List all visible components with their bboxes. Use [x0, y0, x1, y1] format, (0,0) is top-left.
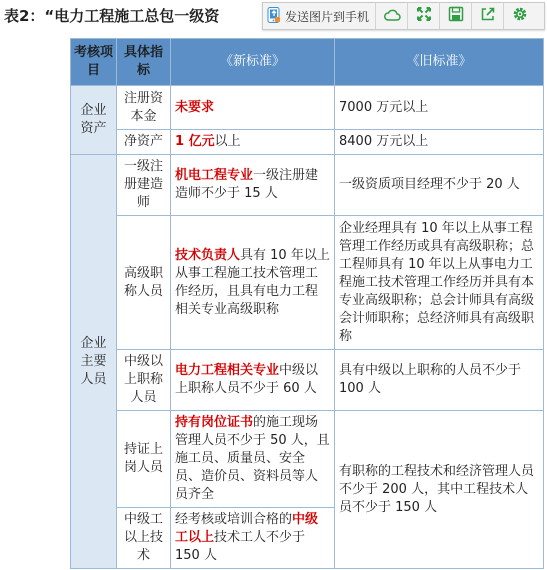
group-personnel: 企业主要人员 [71, 155, 117, 569]
indicator-cell: 净资产 [117, 130, 171, 155]
new-standard-cell [171, 155, 335, 216]
share-icon [480, 6, 496, 26]
indicator-cell: 注册资本金 [117, 86, 171, 130]
table-row [71, 130, 544, 155]
table-row [71, 86, 544, 130]
body-text: 具有 10 年以上从事工程施工技术管理工作经历，且具有电力工程相关专业高级职称 [175, 247, 330, 317]
settings-icon [512, 6, 528, 26]
header-new-standard: 《新标准》 [171, 39, 335, 86]
old-standard-cell: 具有中级以上职称的人员不少于 100 人 [335, 350, 544, 411]
old-standard-cell: 企业经理具有 10 年以上从事工程管理工作经历或具有高级职称；总工程师具有 10 年以上从事电力工程施工技术管理工作经历并具有本专业高级职称；总会计师具有高级会计师职称；总经济师具有高级职称 [335, 216, 544, 350]
indicator-cell: 中级工以上技术 [117, 508, 171, 569]
image-toolbar [262, 2, 545, 30]
body-text: 一级注册建造师不少于 15 人 [175, 168, 319, 201]
body-text: 技术工人不少于 150 人 [175, 530, 306, 563]
header-assessment-item: 考核项目 [71, 39, 117, 86]
group-assets: 企业资产 [71, 86, 117, 155]
send-to-phone-label: 发送图片到手机 [285, 9, 370, 24]
table-row [71, 216, 544, 350]
body-text: 经考核或培训合格的 [175, 512, 293, 527]
phone-send-icon [267, 7, 285, 26]
new-standard-cell [171, 411, 335, 508]
body-text: 的施工现场管理人员不少于 50 人，且施工员、质量员、安全员、造价员、资料员等人员齐全 [175, 415, 330, 502]
table-header-row [71, 39, 544, 86]
table-caption: 表2：“电力工程施工总包一级资 [4, 7, 220, 25]
new-standard-cell [171, 216, 335, 350]
highlight-text: 持有岗位证书 [175, 415, 254, 430]
body-text: 中级以上职称人员不少于 60 人 [175, 363, 319, 396]
save-button[interactable] [440, 3, 472, 29]
highlight-text: 未要求 [175, 99, 215, 115]
fullscreen-button[interactable] [408, 3, 440, 29]
highlight-text: 中级工以上 [175, 512, 319, 545]
table-row [71, 350, 544, 411]
share-button[interactable] [472, 3, 504, 29]
header-old-standard: 《旧标准》 [335, 39, 544, 86]
cloud-button[interactable] [376, 3, 408, 29]
old-standard-cell: 有职称的工程技术和经济管理人员不少于 200 人，其中工程技术人员不少于 150 人 [335, 411, 544, 569]
highlight-text: 技术负责人 [175, 247, 241, 263]
old-standard-cell: 8400 万元以上 [335, 130, 544, 155]
indicator-cell: 中级以上职称人员 [117, 350, 171, 411]
new-standard-cell [171, 508, 335, 569]
indicator-cell: 一级注册建造师 [117, 155, 171, 216]
indicator-cell: 高级职称人员 [117, 216, 171, 350]
old-standard-cell: 7000 万元以上 [335, 86, 544, 130]
settings-button[interactable] [504, 3, 535, 29]
old-standard-cell: 一级资质项目经理不少于 20 人 [335, 155, 544, 216]
highlight-text: 电力工程相关专业 [175, 363, 280, 378]
cloud-icon [383, 7, 401, 26]
new-standard-cell [171, 350, 335, 411]
body-text: 以上 [214, 134, 241, 149]
header-indicator: 具体指标 [117, 39, 171, 86]
expand-icon [416, 6, 432, 26]
new-standard-cell [171, 86, 335, 130]
indicator-cell: 持证上岗人员 [117, 411, 171, 508]
table-row [71, 411, 544, 508]
save-icon [448, 6, 464, 26]
highlight-text: 机电工程专业 [175, 168, 254, 183]
table-row [71, 155, 544, 216]
new-standard-cell [171, 130, 335, 155]
send-to-phone-button[interactable] [263, 3, 376, 29]
standards-comparison-table [70, 38, 544, 569]
highlight-text: 1 亿元 [175, 134, 215, 149]
